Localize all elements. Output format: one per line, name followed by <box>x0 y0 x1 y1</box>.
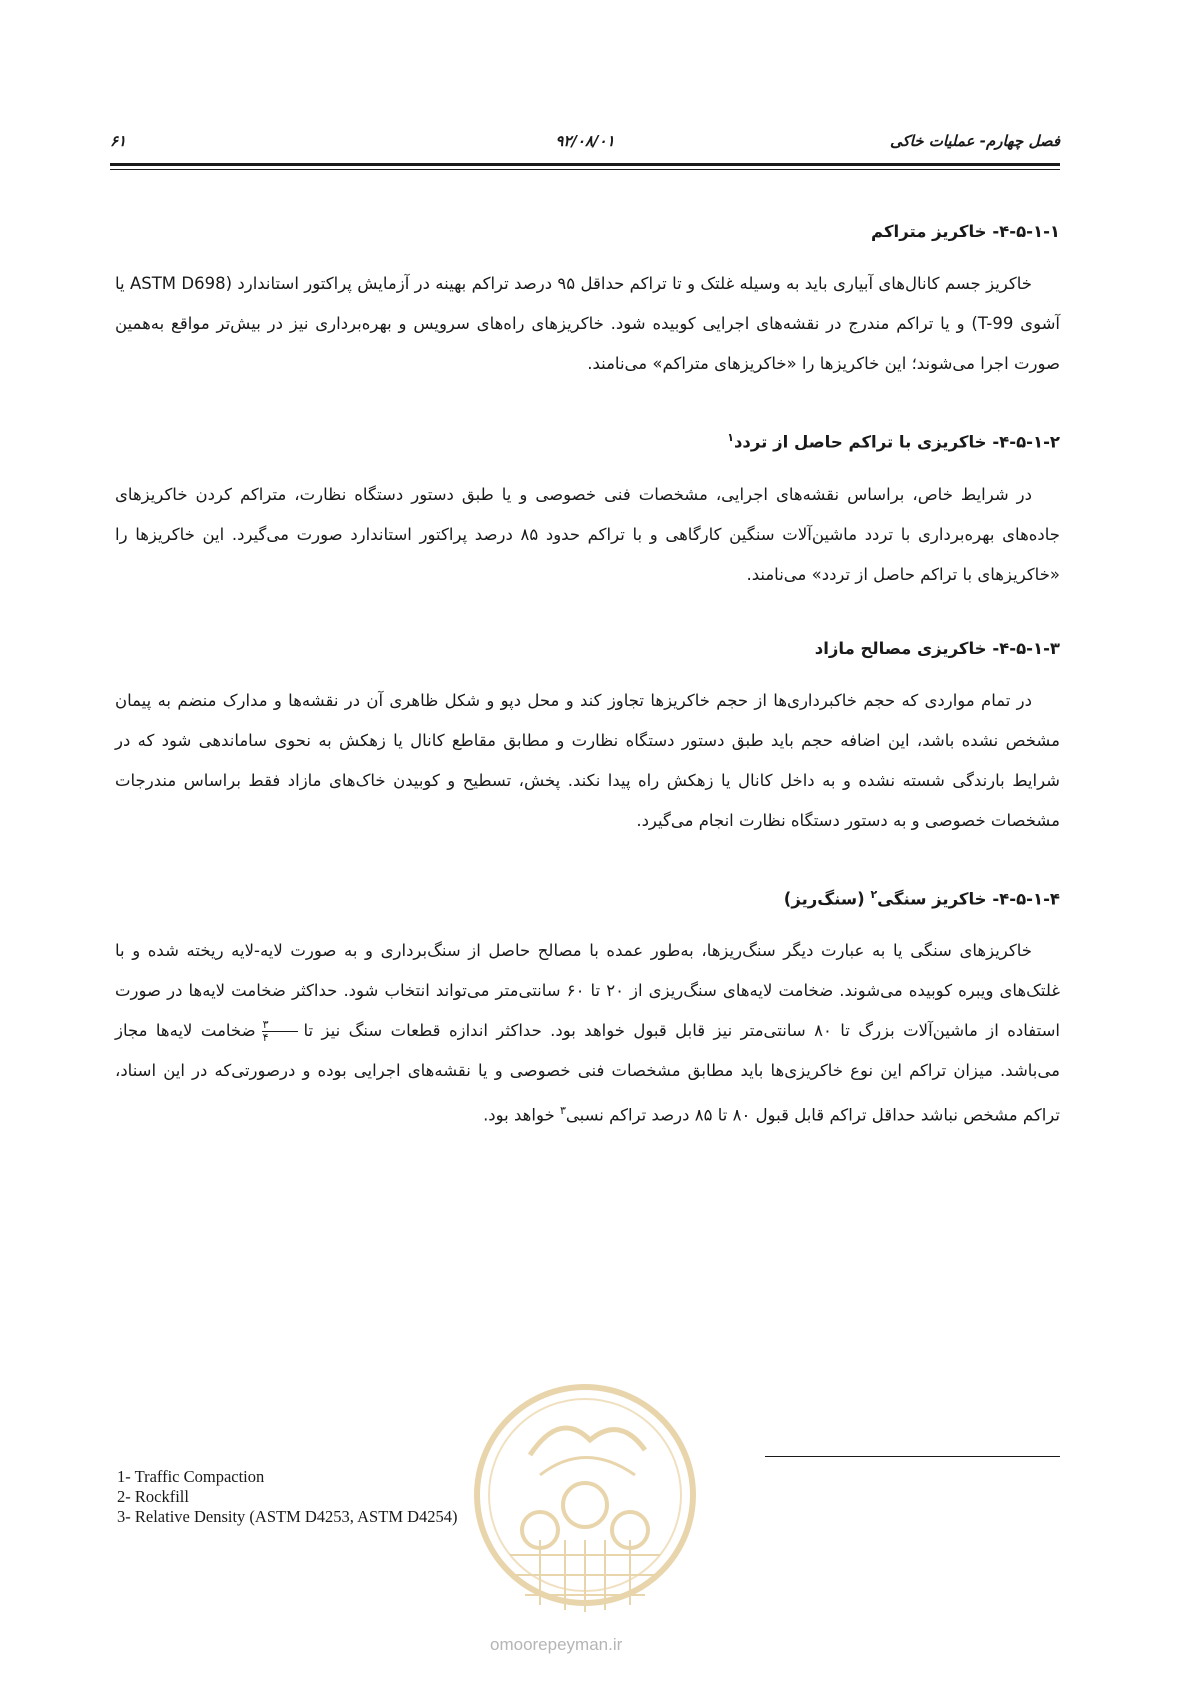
header-divider-thin <box>110 169 1060 170</box>
footnote-ref: ۱ <box>727 431 734 444</box>
section-heading: ۴-۵-۱-۴- خاکریز سنگی$^۲$ (سنگ‌ریز) <box>783 887 1060 908</box>
footnote-ref: ۲ <box>870 887 878 901</box>
footnote-ref: ۳ <box>559 1104 566 1117</box>
footnote-item: 3- Relative Density (ASTM D4253, ASTM D4254) <box>117 1507 458 1526</box>
header-divider-thick <box>110 163 1060 166</box>
section-surplus-fill <box>115 635 1060 841</box>
section-paragraph: در تمام مواردی که حجم خاکبرداری‌ها از حجم خاکریزها تجاوز کند و محل دپو و شکل ظاهری آن در نقشه‌ها و مدارک منضم به پیمان مشخص نشده باشد، این اضافه حجم باید طبق دستور دستگاه نظارت و مطابق مقاطع کانال یا زهکش به نحوی ساماندهی شود که در شرایط بارندگی شسته نشده و به داخل کانال یا زهکش راه پیدا نکند. پخش، تسطیح و کوبیدن خاک‌های مازاد فقط براساس مندرجات مشخصات خصوصی و به دستور دستگاه نظارت انجام می‌گیرد. <box>115 690 1060 830</box>
section-paragraph: خاکریزهای سنگی یا به عبارت دیگر سنگ‌ریزها، به‌طور عمده با مصالح حاصل از سنگ‌برداری و به صورت لایه-لایه ریخته شده و با غلتک‌های ویبره کوبیده می‌شوند. ضخامت لایه‌های سنگ‌ریزی از ۲۰ تا ۶۰ سانتی‌متر می‌تواند انتخاب شود. حداکثر ضخامت لایه‌ها در صورت استفاده از ماشین‌آلات بزرگ تا ۸۰ سانتی‌متر نیز قابل قبول خواهد بود. حداکثر اندازه قطعات سنگ نیز تا $\frac{۳}{۴}$ ضخامت لایه‌ها مجاز می‌باشد. میزان تراکم این نوع خاکریزی‌ها باید مطابق مشخصات فنی خصوصی و یا نقشه‌های اجرایی بوده و درصورتی‌که در این اسناد، تراکم مشخص نباشد حداقل تراکم قابل قبول ۸۰ تا ۸۵ درصد تراکم نسبی$^۳$ خواهد بود. <box>115 941 1061 1125</box>
chapter-title: فصل چهارم- عملیات خاکی <box>889 132 1060 150</box>
header-date: ۹۲/۰۸/۰۱ <box>555 132 615 150</box>
watermark-seal-icon <box>470 1380 700 1640</box>
footnote-item: 2- Rockfill <box>117 1487 189 1506</box>
section-heading: ۴-۵-۱-۱- خاکریز متراکم <box>871 222 1060 241</box>
footnote-item: 1- Traffic Compaction <box>117 1467 265 1486</box>
document-body <box>115 218 1060 1176</box>
footnotes <box>117 1467 458 1527</box>
footnote-divider <box>765 1456 1060 1457</box>
section-rockfill <box>115 881 1060 1136</box>
watermark-url: omoorepeyman.ir <box>490 1635 623 1654</box>
fraction: $\frac{۳}{۴}$ <box>262 1019 298 1044</box>
section-heading: ۴-۵-۱-۲- خاکریزی با تراکم حاصل از تردد$^۱$ <box>727 431 1060 452</box>
page-header <box>110 132 1060 160</box>
section-compacted-fill <box>115 218 1060 384</box>
section-paragraph: خاکریز جسم کانال‌های آبیاری باید به وسیله غلتک و تا تراکم حداقل ۹۵ درصد تراکم بهینه در آزمایش پراکتور استاندارد (ASTM D698 یا آشوی T-99) و یا تراکم مندرج در نقشه‌های اجرایی کوبیده شود. خاکریزهای راه‌های سرویس و بهره‌برداری نیز در بیش‌تر مواقع به‌همین صورت اجرا می‌شوند؛ این خاکریزها را «خاکریزهای متراکم» می‌نامند. <box>115 274 1060 373</box>
section-paragraph: در شرایط خاص، براساس نقشه‌های اجرایی، مشخصات فنی خصوصی و یا طبق دستور دستگاه نظارت، متراکم کردن خاکریزهای جاده‌های بهره‌برداری با تردد ماشین‌آلات سنگین کارگاهی و با تراکم حدود ۸۵ درصد پراکتور استاندارد صورت می‌گیرد. این خاکریزها را «خاکریزهای با تراکم حاصل از تردد» می‌نامند. <box>115 484 1060 584</box>
section-heading: ۴-۵-۱-۳- خاکریزی مصالح مازاد <box>814 638 1060 658</box>
page-number: ۶۱ <box>110 132 127 150</box>
section-traffic-compaction <box>115 424 1060 595</box>
